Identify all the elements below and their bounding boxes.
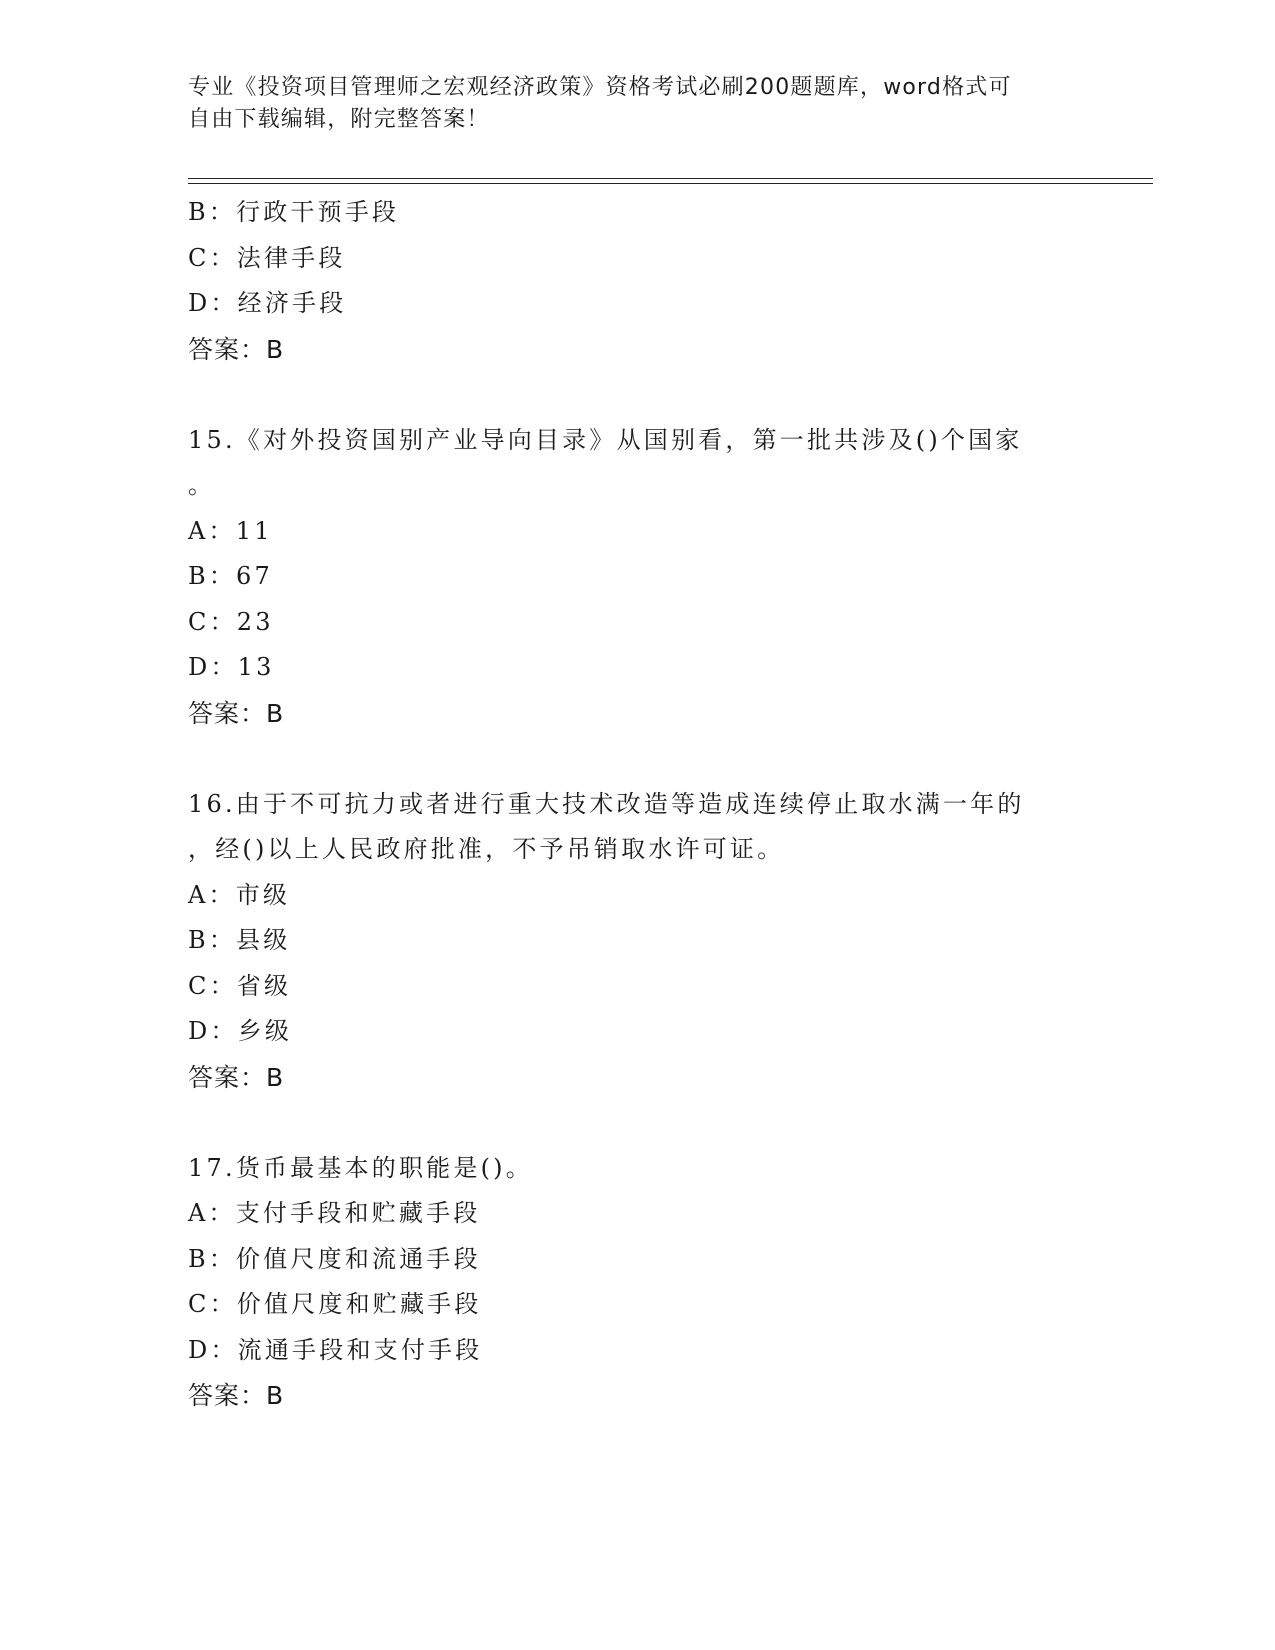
question-stem-line-2: 。: [188, 471, 216, 499]
question-16: [188, 782, 1088, 1101]
question-14-continued: [188, 190, 1088, 372]
answer-line: 答案：B: [188, 334, 285, 364]
question-stem-line-1: 16.由于不可抗力或者进行重大技术改造等造成连续停止取水满一年的: [188, 789, 1025, 818]
question-stem-line-1: 15.《对外投资国别产业导向目录》从国别看，第一批共涉及()个国家: [188, 425, 1023, 454]
option-b: B：行政干预手段: [188, 198, 400, 226]
option-d: D：经济手段: [188, 289, 347, 317]
option-a: A：市级: [188, 880, 291, 909]
option-d: D：13: [188, 653, 275, 681]
question-stem-line-1: 17.货币最基本的职能是()。: [188, 1153, 533, 1182]
header-title-line-2: 自由下载编辑，附完整答案！: [188, 107, 490, 132]
question-17: [188, 1146, 1088, 1419]
option-a: A：支付手段和贮藏手段: [188, 1199, 481, 1227]
option-d: D：乡级: [188, 1017, 293, 1045]
answer-line: 答案：B: [188, 698, 285, 728]
option-b: B：67: [188, 562, 273, 590]
question-stem-line-2: ，经()以上人民政府批准，不予吊销取水许可证。: [188, 835, 785, 863]
document-header: [188, 72, 1068, 136]
header-rule-bottom: [188, 183, 1153, 184]
question-15: [188, 418, 1088, 737]
header-rule-top: [188, 178, 1153, 179]
option-c: C：23: [188, 607, 274, 636]
header-title-line-1: 专业《投资项目管理师之宏观经济政策》资格考试必刷200题题库，word格式可: [188, 75, 1012, 100]
option-c: C：省级: [188, 971, 292, 1000]
option-c: C：价值尺度和贮藏手段: [188, 1290, 482, 1318]
answer-line: 答案：B: [188, 1381, 285, 1410]
option-a: A：11: [188, 516, 273, 545]
answer-line: 答案：B: [188, 1062, 285, 1092]
option-d: D：流通手段和支付手段: [188, 1335, 483, 1364]
question-list: [188, 190, 1088, 1419]
option-b: B：县级: [188, 926, 291, 954]
option-b: B：价值尺度和流通手段: [188, 1244, 481, 1273]
option-c: C：法律手段: [188, 243, 346, 272]
